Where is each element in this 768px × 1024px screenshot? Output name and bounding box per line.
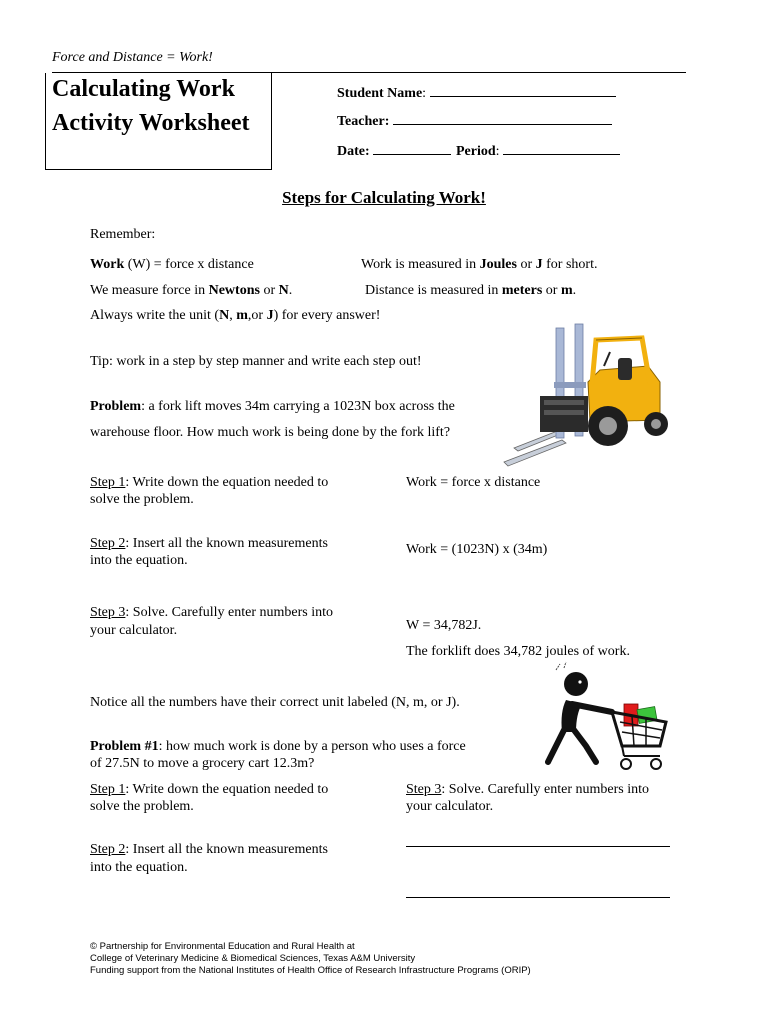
shopping-cart-illustration	[542, 662, 672, 772]
meters-post: .	[572, 283, 577, 298]
problem1-step2-text: : Insert all the known measurements	[125, 842, 328, 857]
problem1-label: Problem #1	[90, 739, 159, 754]
newtons-post: .	[288, 283, 293, 298]
example-step2-line2: into the equation.	[90, 553, 188, 568]
newtons-abbr: N	[278, 283, 289, 298]
teacher-label: Teacher:	[337, 114, 390, 129]
example-step1-text: : Write down the equation needed to	[125, 475, 329, 490]
problem1-step2-line1	[90, 841, 328, 859]
problem1-text1: : how much work is done by a person who uses a force	[158, 739, 466, 754]
cart-wheel-right	[651, 759, 661, 769]
problem1-step2-label: Step 2	[90, 842, 126, 857]
problem1-line1	[90, 738, 466, 756]
notice-text: Notice all the numbers have their correct unit labeled (N, m, or J).	[90, 695, 460, 710]
footer-line2: College of Veterinary Medicine & Biomedical Sciences, Texas A&M University	[90, 953, 416, 964]
example-step3-label: Step 3	[90, 605, 126, 620]
answer-line-2[interactable]	[406, 897, 670, 898]
force-pre: We measure force in	[90, 283, 209, 298]
meters-or: or	[542, 283, 561, 298]
example-problem-text1: : a fork lift moves 34m carrying a 1023N box across the	[141, 399, 455, 414]
newtons-or: or	[259, 283, 279, 298]
unit-n: N	[219, 308, 230, 323]
joules-post: for short.	[542, 257, 598, 272]
tip-text: Tip: work in a step by step manner and write each step out!	[90, 354, 422, 369]
unit-j: J	[266, 308, 274, 323]
student-name-blank[interactable]	[430, 84, 616, 97]
footer	[90, 941, 531, 977]
mast-crossbar	[554, 382, 586, 388]
joules-note	[361, 256, 597, 274]
unit-post: ) for every answer!	[273, 308, 381, 323]
example-step2-answer: Work = (1023N) x (34m)	[406, 542, 548, 557]
work-def-text: (W) = force x distance	[124, 257, 254, 272]
example-step1-line1	[90, 474, 328, 492]
date-field	[337, 142, 451, 161]
joules-or: or	[516, 257, 536, 272]
problem1-step1-line2: solve the problem.	[90, 799, 194, 814]
newtons-note	[90, 282, 292, 300]
remember-label: Remember:	[90, 227, 156, 242]
problem1-line2: of 27.5N to move a grocery cart 12.3m?	[90, 756, 315, 771]
example-step2-label: Step 2	[90, 536, 126, 551]
example-step2-line1	[90, 535, 328, 553]
example-step1-answer: Work = force x distance	[406, 475, 541, 490]
footer-line3: Funding support from the National Institutes of Health Office of Research Infrastructure Programs (ORIP)	[90, 965, 531, 976]
problem1-step3-line1	[406, 781, 649, 799]
problem1-step2-line2: into the equation.	[90, 860, 188, 875]
period-blank[interactable]	[503, 142, 620, 155]
joules-abbr: J	[535, 257, 543, 272]
problem1-step3-line2: your calculator.	[406, 799, 494, 814]
example-problem-line1	[90, 398, 455, 416]
example-step3-answer2: The forklift does 34,782 joules of work.	[406, 644, 630, 659]
worksheet-title-line2: Activity Worksheet	[52, 110, 250, 136]
steps-heading: Steps for Calculating Work!	[282, 188, 486, 207]
unit-sep1: ,	[229, 308, 237, 323]
cart-wheel-left	[621, 759, 631, 769]
example-step1-label: Step 1	[90, 475, 126, 490]
student-name-label: Student Name	[337, 86, 423, 101]
unit-sep2: ,or	[247, 308, 267, 323]
work-definition	[90, 256, 254, 274]
example-step3-answer1: W = 34,782J.	[406, 618, 482, 633]
work-term: Work	[90, 257, 125, 272]
date-label: Date:	[337, 144, 370, 159]
meters-abbr: m	[560, 283, 573, 298]
date-blank[interactable]	[373, 142, 451, 155]
distance-pre: Distance is measured in	[365, 283, 502, 298]
unit-reminder	[90, 307, 380, 325]
problem1-step3-text: : Solve. Carefully enter numbers into	[441, 782, 650, 797]
problem1-step1-text: : Write down the equation needed to	[125, 782, 329, 797]
example-step2-text: : Insert all the known measurements	[125, 536, 328, 551]
footer-line1: © Partnership for Environmental Education and Rural Health at	[90, 941, 355, 952]
meters-note	[365, 282, 576, 300]
joules-pre: Work is measured in	[361, 257, 480, 272]
period-field: Period:	[456, 142, 620, 161]
unit-pre: Always write the unit (	[90, 308, 220, 323]
example-problem-line2: warehouse floor. How much work is being done by the fork lift?	[90, 425, 451, 440]
teacher-field	[337, 112, 612, 131]
student-name-field: Student Name:	[337, 84, 616, 103]
teacher-blank[interactable]	[393, 112, 612, 125]
seat	[618, 358, 632, 380]
example-step1-line2: solve the problem.	[90, 492, 194, 507]
example-step3-line2: your calculator.	[90, 623, 178, 638]
period-label: Period	[456, 144, 496, 159]
person-head	[564, 672, 588, 696]
meters-word: meters	[501, 283, 543, 298]
unit-m: m	[236, 308, 248, 323]
newtons-word: Newtons	[208, 283, 260, 298]
example-step3-text: : Solve. Carefully enter numbers into	[125, 605, 334, 620]
problem1-step1-line1	[90, 781, 328, 799]
worksheet-title-line1: Calculating Work	[52, 76, 235, 102]
worksheet-topic: Force and Distance = Work!	[52, 50, 213, 65]
example-problem-label: Problem	[90, 399, 142, 414]
example-step3-line1	[90, 604, 333, 622]
problem1-step1-label: Step 1	[90, 782, 126, 797]
answer-line-1[interactable]	[406, 846, 670, 847]
problem1-step3-label: Step 3	[406, 782, 442, 797]
joules-word: Joules	[479, 257, 517, 272]
forklift-illustration	[500, 322, 675, 467]
